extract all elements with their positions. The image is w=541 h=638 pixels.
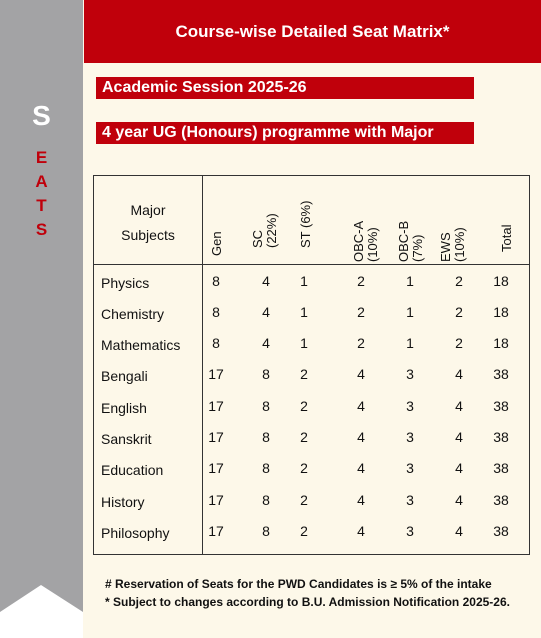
cell-st: 2 xyxy=(300,523,308,539)
ribbon-letter: T xyxy=(36,196,47,215)
cell-obcb: 3 xyxy=(406,398,414,414)
cell-sc: 8 xyxy=(262,492,270,508)
ribbon-letter: S xyxy=(35,220,48,239)
column-header-line: SC xyxy=(250,229,265,248)
cell-obcb: 3 xyxy=(406,492,414,508)
cell-gen: 17 xyxy=(208,492,224,508)
cell-st: 2 xyxy=(300,398,308,414)
session-label: Academic Session 2025-26 xyxy=(96,77,474,99)
row-subject: History xyxy=(101,494,145,510)
row-subject: Philosophy xyxy=(101,525,170,541)
cell-total: 18 xyxy=(493,273,509,289)
column-header-obca xyxy=(352,221,380,262)
column-header-obcb xyxy=(397,221,425,262)
cell-sc: 4 xyxy=(262,335,270,351)
cell-obca: 2 xyxy=(357,335,365,351)
cell-total: 38 xyxy=(493,398,509,414)
table-row xyxy=(94,331,529,362)
major-header-line: Subjects xyxy=(121,227,175,243)
page-title: Course-wise Detailed Seat Matrix* xyxy=(84,0,541,63)
footnote-pwd: # Reservation of Seats for the PWD Candidates is ≥ 5% of the intake xyxy=(105,577,492,591)
cell-total: 18 xyxy=(493,304,509,320)
cell-obcb: 3 xyxy=(406,366,414,382)
cell-obcb: 3 xyxy=(406,523,414,539)
cell-obca: 2 xyxy=(357,304,365,320)
cell-obcb: 3 xyxy=(406,460,414,476)
table-row xyxy=(94,519,529,550)
cell-obca: 4 xyxy=(357,460,365,476)
cell-ews: 4 xyxy=(455,366,463,382)
cell-obca: 4 xyxy=(357,523,365,539)
cell-sc: 8 xyxy=(262,460,270,476)
ribbon-shape xyxy=(0,0,83,638)
cell-total: 38 xyxy=(493,492,509,508)
column-header-total xyxy=(500,225,514,252)
cell-obcb: 1 xyxy=(406,304,414,320)
cell-st: 1 xyxy=(300,304,308,320)
table-row xyxy=(94,425,529,456)
cell-sc: 8 xyxy=(262,398,270,414)
cell-total: 38 xyxy=(493,429,509,445)
major-header-line: Major xyxy=(130,202,166,218)
cell-gen: 17 xyxy=(208,398,224,414)
footnote-subject-to-change: * Subject to changes according to B.U. Admission Notification 2025-26. xyxy=(105,595,510,609)
table-row xyxy=(94,269,529,300)
cell-ews: 4 xyxy=(455,492,463,508)
cell-gen: 8 xyxy=(212,335,220,351)
cell-obca: 4 xyxy=(357,366,365,382)
column-header-line: (10%) xyxy=(452,227,467,262)
table-row xyxy=(94,394,529,425)
row-subject: English xyxy=(101,400,147,416)
cell-obca: 4 xyxy=(357,492,365,508)
cell-obca: 4 xyxy=(357,429,365,445)
row-subject: Sanskrit xyxy=(101,431,152,447)
cell-st: 2 xyxy=(300,492,308,508)
column-header-line: ST (6%) xyxy=(298,200,313,248)
cell-sc: 4 xyxy=(262,304,270,320)
row-subject: Chemistry xyxy=(101,306,165,322)
ribbon-letter: A xyxy=(35,172,48,191)
column-header-line: Gen xyxy=(209,231,224,256)
cell-gen: 17 xyxy=(208,366,224,382)
column-header-line: Total xyxy=(499,224,514,252)
column-header-gen xyxy=(210,231,224,256)
column-header-sc xyxy=(251,213,279,248)
cell-sc: 8 xyxy=(262,523,270,539)
cell-ews: 4 xyxy=(455,523,463,539)
column-header-st xyxy=(299,201,313,248)
cell-total: 38 xyxy=(493,523,509,539)
seat-matrix-table xyxy=(93,175,530,555)
cell-st: 2 xyxy=(300,460,308,476)
programme-label: 4 year UG (Honours) programme with Major xyxy=(96,122,474,144)
seats-ribbon xyxy=(0,0,83,638)
ribbon-letter: E xyxy=(35,148,48,167)
cell-ews: 2 xyxy=(455,335,463,351)
row-subject: Physics xyxy=(101,275,150,291)
ribbon-big-letter: S xyxy=(32,100,51,131)
table-row xyxy=(94,456,529,487)
cell-gen: 8 xyxy=(212,273,220,289)
cell-obca: 4 xyxy=(357,398,365,414)
row-subject: Education xyxy=(101,462,164,478)
cell-ews: 2 xyxy=(455,304,463,320)
column-header-line: EWS xyxy=(438,232,453,262)
cell-obca: 2 xyxy=(357,273,365,289)
table-divider xyxy=(94,264,529,265)
cell-st: 2 xyxy=(300,429,308,445)
cell-sc: 8 xyxy=(262,366,270,382)
cell-st: 1 xyxy=(300,273,308,289)
column-header-line: (22%) xyxy=(264,213,279,248)
cell-st: 2 xyxy=(300,366,308,382)
cell-ews: 2 xyxy=(455,273,463,289)
cell-gen: 8 xyxy=(212,304,220,320)
cell-obcb: 1 xyxy=(406,273,414,289)
cell-st: 1 xyxy=(300,335,308,351)
cell-gen: 17 xyxy=(208,523,224,539)
cell-obcb: 3 xyxy=(406,429,414,445)
cell-ews: 4 xyxy=(455,460,463,476)
cell-sc: 4 xyxy=(262,273,270,289)
cell-ews: 4 xyxy=(455,429,463,445)
cell-gen: 17 xyxy=(208,429,224,445)
table-row xyxy=(94,488,529,519)
column-header-line: OBC-A xyxy=(351,220,366,262)
cell-obcb: 1 xyxy=(406,335,414,351)
major-subjects-header xyxy=(94,198,202,248)
cell-sc: 8 xyxy=(262,429,270,445)
row-subject: Mathematics xyxy=(101,337,181,353)
footnotes xyxy=(105,575,510,611)
cell-total: 38 xyxy=(493,366,509,382)
column-header-line: (10%) xyxy=(365,227,380,262)
table-row xyxy=(94,300,529,331)
table-row xyxy=(94,362,529,393)
cell-total: 38 xyxy=(493,460,509,476)
cell-total: 18 xyxy=(493,335,509,351)
cell-ews: 4 xyxy=(455,398,463,414)
column-header-ews xyxy=(439,227,467,262)
column-header-line: OBC-B xyxy=(396,220,411,262)
row-subject: Bengali xyxy=(101,368,148,384)
cell-gen: 17 xyxy=(208,460,224,476)
column-header-line: (7%) xyxy=(410,234,425,262)
